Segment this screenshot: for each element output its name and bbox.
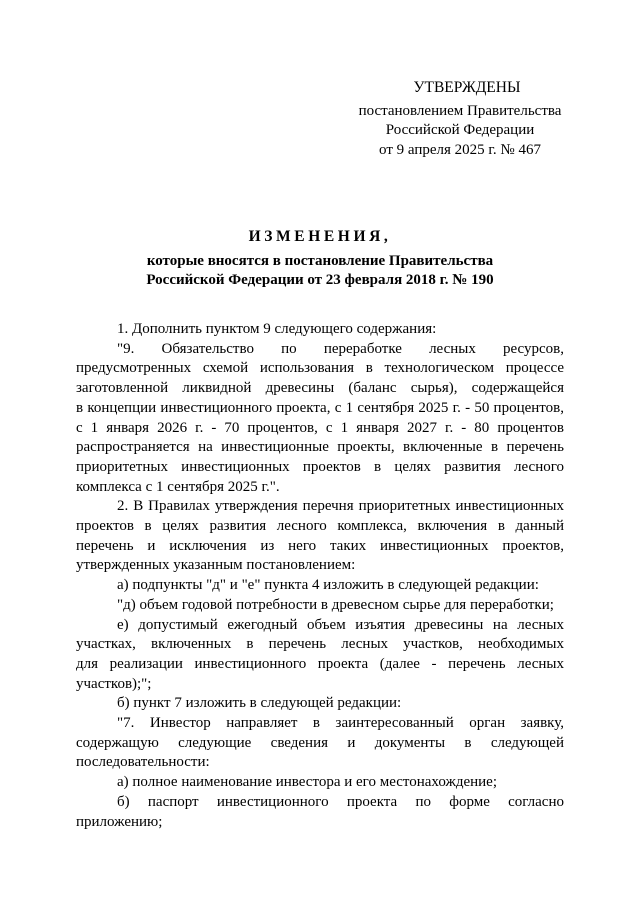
body-line: 1. Дополнить пунктом 9 следующего содержания: [117,321,437,337]
body-line: с 1 января 2026 г. - 70 процентов, с 1 января 2027 г. - 80 процентов [76,419,564,436]
body-line: утвержденных указанным постановлением: [76,557,356,574]
body-line-text: в концепции инвестиционного проекта, с 1 сентября 2025 г. - 50 процентов, [76,399,564,416]
document-body [76,320,564,832]
body-line: б) пункт 7 изложить в следующей редакции: [117,695,402,712]
body-line: а) подпункты "д" и "е" пункта 4 изложить в следующей редакции: [117,577,539,594]
approval-word: УТВЕРЖДЕНЫ [413,79,521,96]
body-line: для реализации инвестиционного проекта (далее - перечень лесных [76,655,564,672]
body-line: участках, включенных в перечень лесных участков, необходимых [76,636,564,653]
body-line: комплекса с 1 сентября 2025 г.". [76,478,280,495]
subtitle-line-2: Российской Федерации от 23 февраля 2018 г. № 190 [146,272,494,288]
document-subtitle [77,252,563,290]
body-line: б) паспорт инвестиционного проекта по форме согласно [117,793,564,810]
body-line: распространяется на инвестиционные проекты, включенные в перечень [76,439,564,456]
body-line: проектов в целях развития лесного комплекса, включения в данный [76,518,564,535]
body-line: заготовленной ликвидной древесины (баланс сырья), содержащейся [76,380,564,397]
approval-stamp [340,78,580,160]
body-line: перечень и исключения из него таких инвестиционных проектов, [76,537,564,554]
body-line: приложению; [76,813,163,830]
body-line: предусмотренных схемой использования в технологическом процессе [76,360,564,377]
approval-line-1: постановлением Правительства [358,102,562,119]
body-line: а) полное наименование инвестора и его местонахождение; [117,774,498,791]
subtitle-line-1: которые вносятся в постановление Правительства [146,253,494,269]
document-title: ИЗМЕНЕНИЯ, [248,228,392,245]
approval-line-2: Российской Федерации [385,122,535,138]
body-line: приоритетных инвестиционных проектов в целях развития лесного [76,458,564,475]
body-line: последовательности: [76,754,210,771]
body-line [76,399,564,419]
body-line: "7. Инвестор направляет в заинтересованный орган заявку, [117,715,564,732]
body-line: содержащую следующие сведения и документы в следующей [76,734,564,751]
body-line: "д) объем годовой потребности в древесном сырье для переработки; [117,596,554,613]
body-line: е) допустимый ежегодный объем изъятия древесины на лесных [117,616,564,633]
body-line: "9. Обязательство по переработке лесных ресурсов, [117,340,564,357]
body-line: участков);"; [76,675,152,692]
body-line: 2. В Правилах утверждения перечня приоритетных инвестиционных [117,498,564,515]
approval-line-3: от 9 апреля 2025 г. № 467 [379,141,541,158]
